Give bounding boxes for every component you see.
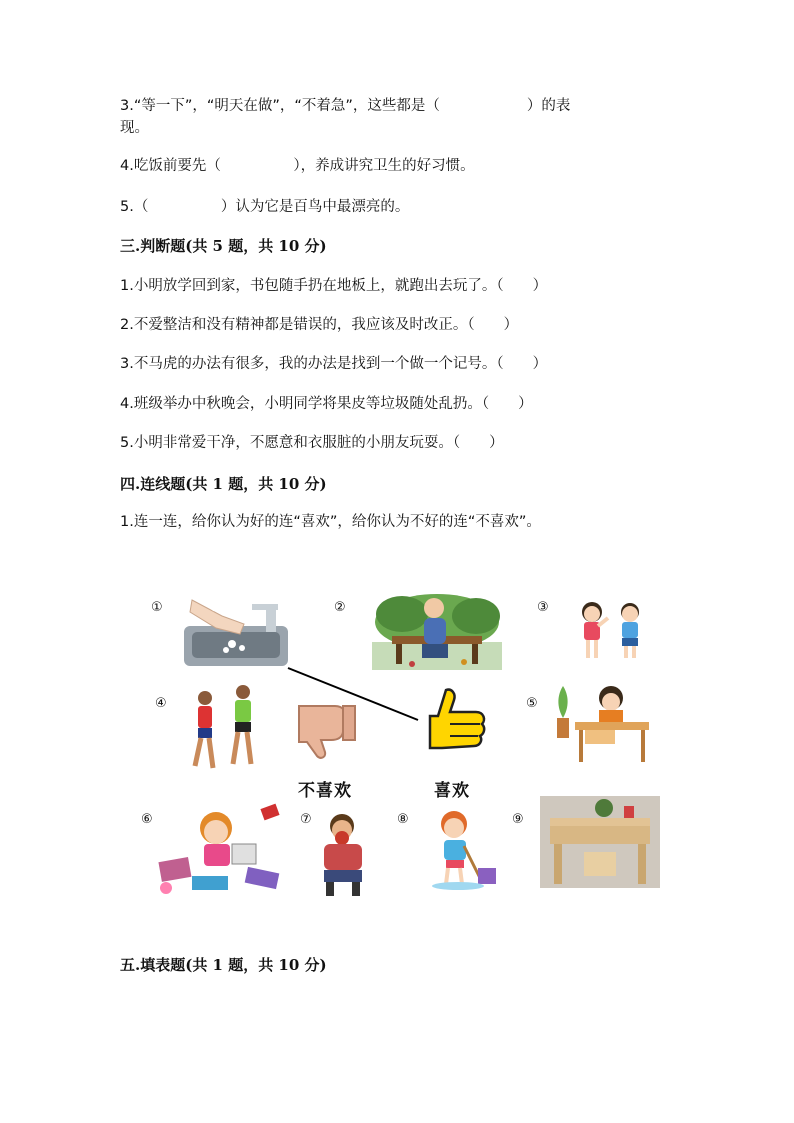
question-5: 5.（ ）认为它是百鸟中最漂亮的。 — [120, 199, 410, 215]
question-3-line2: 现。 — [120, 120, 149, 136]
judge-item-3: 3.不马虎的办法有很多，我的办法是找到一个做一个记号。（ ） — [120, 356, 548, 372]
label-3: ③ — [537, 600, 549, 615]
label-8: ⑧ — [397, 812, 409, 827]
like-label: 喜欢 — [434, 781, 470, 801]
girl-cleaning-picture — [428, 808, 502, 890]
judge-item-1: 1.小明放学回到家，书包随手扔在地板上，就跑出去玩了。（ ） — [120, 278, 548, 294]
section-5-title: 五.填表题(共 1 题，共 10 分) — [120, 956, 327, 974]
messy-room-picture — [152, 800, 292, 898]
question-4: 4.吃饭前要先（ ），养成讲究卫生的好习惯。 — [120, 158, 475, 174]
boy-eating-picture — [316, 812, 370, 898]
label-2: ② — [334, 600, 346, 615]
judge-item-4: 4.班级举办中秋晚会，小明同学将果皮等垃圾随处乱扔。（ ） — [120, 396, 533, 412]
section-4-title: 四.连线题(共 1 题，共 10 分) — [120, 475, 327, 493]
label-9: ⑨ — [512, 812, 524, 827]
judge-item-5: 5.小明非常爱干净，不愿意和衣服脏的小朋友玩耍。（ ） — [120, 435, 504, 451]
label-4: ④ — [155, 696, 167, 711]
question-3-line1: 3.“等一下”，“明天在做”，“不着急”，这些都是（ ）的表 — [120, 98, 571, 114]
label-7: ⑦ — [300, 812, 312, 827]
label-5: ⑤ — [526, 696, 538, 711]
dislike-label: 不喜欢 — [298, 781, 352, 801]
label-6: ⑥ — [141, 812, 153, 827]
judge-item-2: 2.不爱整洁和没有精神都是错误的，我应该及时改正。（ ） — [120, 317, 519, 333]
section-3-title: 三.判断题(共 5 题，共 10 分) — [120, 237, 327, 255]
tidy-desk-picture — [540, 796, 660, 888]
label-1: ① — [151, 600, 163, 615]
matching-question: 1.连一连，给你认为好的连“喜欢”，给你认为不好的连“不喜欢”。 — [120, 514, 541, 530]
